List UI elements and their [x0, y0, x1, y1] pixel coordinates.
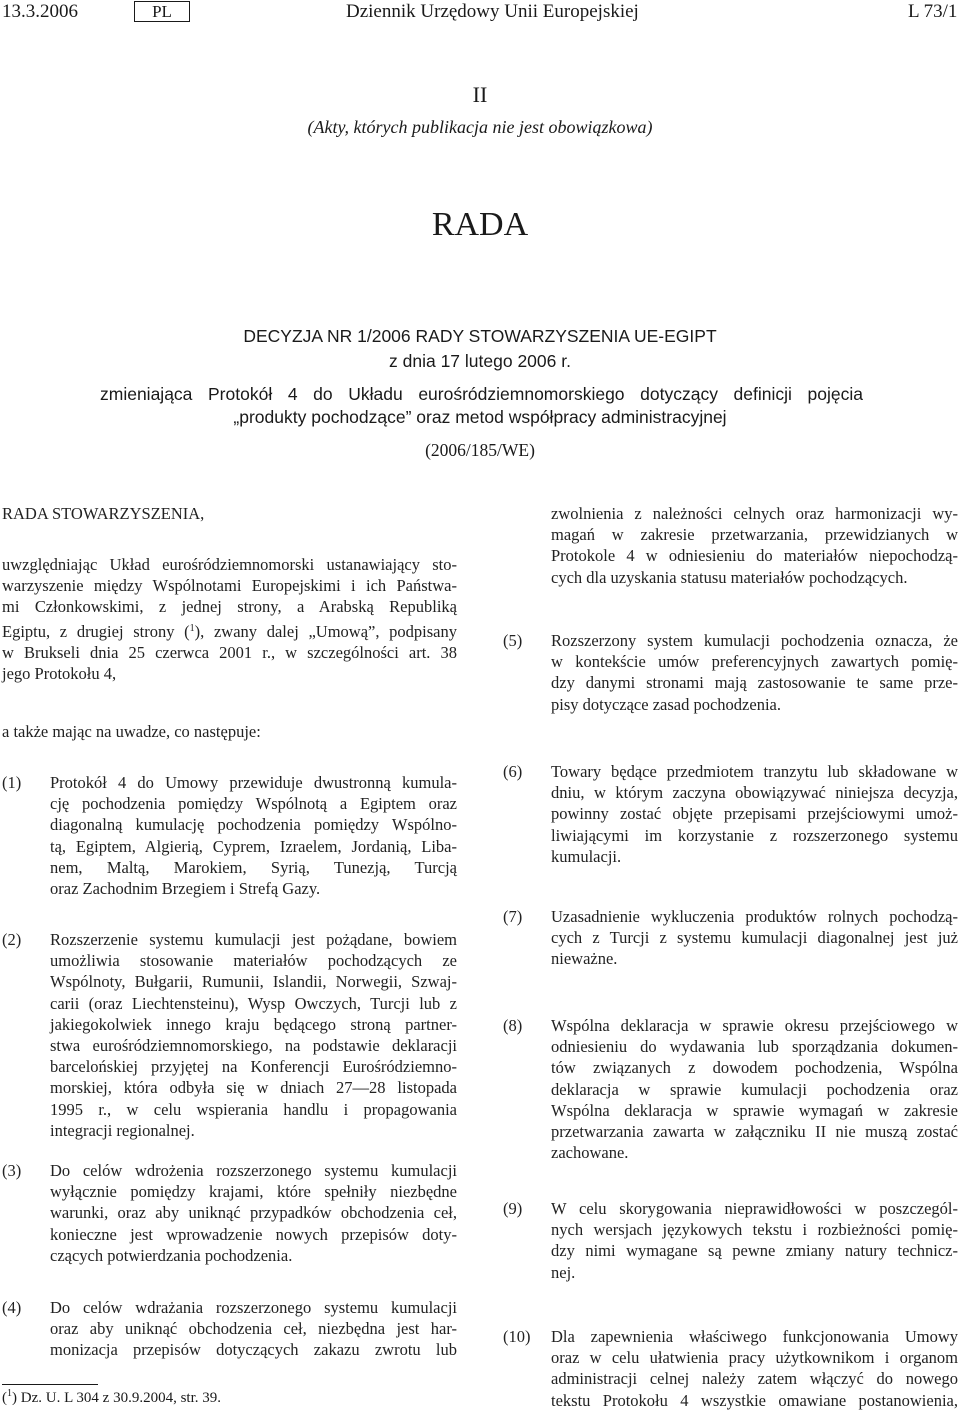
text-line: Do celów wdrożenia rozszerzonego systemu kumulacji: [50, 1161, 457, 1180]
recital-text: [551, 906, 958, 970]
text-line: wyłącznie pomiędzy krajami, które spełniły niezbędne: [50, 1182, 457, 1202]
text-line: Towary będące przedmiotem tranzytu lub składowane w: [551, 762, 958, 781]
recital-number: (8): [503, 1016, 523, 1035]
text-line: jakiegokolwiek innego kraju będącego stroną partner-: [50, 1014, 457, 1034]
recital-number: (1): [2, 773, 22, 792]
recital-number: (4): [2, 1298, 22, 1317]
text-line: przetwarzania zawarta w załączniku II nie muszą zostać: [551, 1122, 958, 1142]
footnote-reference[interactable]: 1: [189, 622, 195, 634]
text-line: dniu, w którym zaczyna obowiązywać niniejsza decyzja,: [551, 783, 958, 803]
text-line: Rozszerzenie systemu kumulacji jest pożądane, bowiem: [50, 930, 457, 949]
recital-number: (5): [503, 631, 523, 650]
text-line: Protokół 4 do Umowy przewiduje dwustronną kumula-: [50, 773, 457, 792]
text-line: deklaracja w sprawie kumulacji pochodzenia oraz: [551, 1079, 958, 1099]
text-line: 1995 r., w celu wspierania handlu i propagowania: [50, 1099, 457, 1119]
text-line: integracji regionalnej.: [50, 1120, 195, 1140]
recital-text: [50, 1160, 457, 1266]
text-line: tekstu Protokołu 4 wszystkie omawiane postanowienia,: [551, 1390, 958, 1410]
text-line: zachowane.: [551, 1143, 629, 1163]
text-line: kumulacji.: [551, 846, 622, 866]
text-line: nem, Maltą, Marokiem, Syrią, Tunezją, Turcją: [50, 857, 457, 877]
recital-number: (6): [503, 762, 523, 781]
recital-number: (9): [503, 1199, 523, 1218]
footnote: [2, 1388, 221, 1407]
text-line: uwzględniając Układ eurośródziemnomorski ustanawiający sto-: [2, 555, 457, 574]
text-line: Do celów wdrażania rozszerzonego systemu kumulacji: [50, 1298, 457, 1317]
text-line: tów związanych z dowodem pochodzenia, Wspólna: [551, 1058, 958, 1078]
text-line: oraz Zachodnim Brzegiem i Strefą Gazy.: [50, 879, 321, 899]
header-date: 13.3.2006: [2, 1, 78, 22]
recital-number: (3): [2, 1161, 22, 1180]
text-line: stwa eurośródziemnomorskiego, na podstawie deklaracji: [50, 1036, 457, 1056]
language-badge: PL: [134, 1, 190, 22]
decision-reference: (2006/185/WE): [425, 440, 535, 460]
text-line: liwiającymi im korzystanie z rozszerzonego systemu: [551, 825, 958, 845]
text-line: monizacja przepisów dotyczących zakazu zwrotu lub: [50, 1340, 457, 1360]
recital-text: [551, 1015, 958, 1163]
left-column: [2, 0, 458, 1408]
text-line: tą, Egiptem, Algierią, Cyprem, Izraelem, Jordanią, Liba-: [50, 836, 457, 856]
text-line: nych wersjach językowych tekstu i rozbieżności pomię-: [551, 1220, 958, 1240]
text-line: dzy nimi wymagane są pewne zmiany natury technicz-: [551, 1241, 958, 1261]
text-line: dzy danymi stronami mają zastosowanie te same prze-: [551, 673, 958, 693]
text-line: powinny zostać objęte przepisami przejściowymi umoż-: [551, 804, 958, 824]
text-line: warunki, oraz aby uniknąć przypadków obchodzenia ceł,: [50, 1203, 457, 1223]
having-regard-paragraph: [2, 554, 457, 684]
text-line: w kontekście umów preferencyjnych zawartych pomię-: [551, 652, 958, 672]
journal-title: Dziennik Urzędowy Unii Europejskiej: [346, 1, 639, 22]
text-line: pisy dotyczące zasad pochodzenia.: [551, 694, 781, 714]
recital-text: [50, 1297, 457, 1361]
text-line: Wspólna deklaracja w sprawie okresu przejściowego w: [551, 1016, 958, 1035]
text-line: cych z Turcji z systemu kumulacji diagonalnej jest już: [551, 928, 958, 948]
decision-date: z dnia 17 lutego 2006 r.: [389, 351, 571, 371]
page-number: L 73/1: [908, 1, 958, 22]
text-line: konieczne jest wprowadzenie nowych przepisów doty-: [50, 1224, 457, 1244]
text-line: oraz aby uniknąć obchodzenia ceł, niezbędna jest har-: [50, 1319, 457, 1339]
text-line: w Brukseli dnia 25 czerwca 2001 r., w szczególności art. 38: [2, 642, 457, 662]
text-line: Rozszerzony system kumulacji pochodzenia oznacza, że: [551, 631, 958, 650]
recital-text: [50, 929, 457, 1141]
recital-number: (2): [2, 930, 22, 949]
institution-heading: RADA: [431, 206, 529, 243]
footnote-open: (: [2, 1390, 7, 1406]
text-line: nej.: [551, 1262, 576, 1282]
text-line: odniesieniu do wydawania lub sporządzania dokumen-: [551, 1037, 958, 1057]
text-line: administracji celnej należy zatem włączyć do nowego: [551, 1369, 958, 1389]
text-line: Wspólna deklaracja w sprawie wymagań w zakresie: [551, 1100, 958, 1120]
text-line: Protokole 4 w odniesieniu do materiałów niepochodzą-: [551, 546, 958, 566]
footnote-mark: 1: [7, 1388, 12, 1399]
text-line: W celu skorygowania nieprawidłowości w poszczegól-: [551, 1199, 958, 1218]
text-line: Dla zapewnienia właściwego funkcjonowania Umowy: [551, 1327, 958, 1346]
text-line: barcelońskiej przyjętej na Konferencji Eurośródziemno-: [50, 1057, 457, 1077]
recital-text: [50, 772, 457, 899]
text-line: jego Protokołu 4,: [2, 664, 117, 684]
right-column: [503, 0, 959, 1410]
decision-title: DECYZJA NR 1/2006 RADY STOWARZYSZENIA UE-EGIPT: [243, 326, 717, 346]
text-line: diagonalną kumulację pochodzenia pomiędzy Wspólno-: [50, 815, 457, 835]
text-line: cję pochodzenia pomiędzy Wspólnotą a Egiptem oraz: [50, 794, 457, 814]
decision-subject-line1: zmieniająca Protokół 4 do Układu eurośródziemnomorskiego dotyczący definicji pojęcia: [100, 384, 863, 404]
recital-text: [551, 1198, 958, 1283]
text-line: cych dla uzyskania statusu materiałów pochodzących.: [551, 567, 908, 587]
text-line: oraz w celu ułatwienia pracy użytkownikom i organom: [551, 1348, 958, 1368]
section-subtitle: (Akty, których publikacja nie jest obowiązkowa): [307, 117, 653, 137]
recital-text: [551, 630, 958, 715]
text-line: czących potwierdzania pochodzenia.: [50, 1245, 293, 1265]
text-line: mi Członkowskimi, z jednej strony, a Arabską Republiką: [2, 597, 457, 617]
text-line: magań w zakresie przetwarzania, przewidzianych w: [551, 525, 958, 545]
section-roman: II: [472, 82, 488, 107]
recital-text: [551, 503, 958, 588]
text-line: morskiej, która odbyła się w dniach 27—28 listopada: [50, 1078, 457, 1098]
council-heading: RADA STOWARZYSZENIA,: [2, 504, 205, 523]
text-line: Uzasadnienie wykluczenia produktów rolnych pochodzą-: [551, 907, 958, 926]
text-fragment: Egiptu, z drugiej strony (: [2, 621, 190, 641]
recital-number: (10): [503, 1327, 531, 1346]
recital-text: [551, 761, 958, 867]
whereas-line: a także mając na uwadze, co następuje:: [2, 722, 261, 741]
recital-text: [551, 1326, 958, 1411]
text-line: carii (oraz Liechtensteinu), Wysp Owczych, Turcji lub z: [50, 993, 457, 1013]
footnote-text: ) Dz. U. L 304 z 30.9.2004, str. 39.: [12, 1390, 222, 1406]
text-line: nieważne.: [551, 949, 618, 969]
footnote-rule: [2, 1384, 98, 1385]
decision-subject-line2: „produkty pochodzące” oraz metod współpracy administracyjnej: [233, 407, 727, 427]
text-line: [2, 618, 457, 642]
recital-number: (7): [503, 907, 523, 926]
text-line: umożliwia stosowanie materiałów pochodzących ze: [50, 951, 457, 971]
text-fragment: ), zwany dalej „Umową”, podpisany: [194, 621, 457, 641]
text-line: warzyszenie między Wspólnotami Europejskimi i ich Państwa-: [2, 576, 457, 596]
text-line: Wspólnoty, Bułgarii, Rumunii, Islandii, Norwegii, Szwaj-: [50, 972, 457, 992]
text-line: zwolnienia z należności celnych oraz harmonizacji wy-: [551, 504, 958, 523]
